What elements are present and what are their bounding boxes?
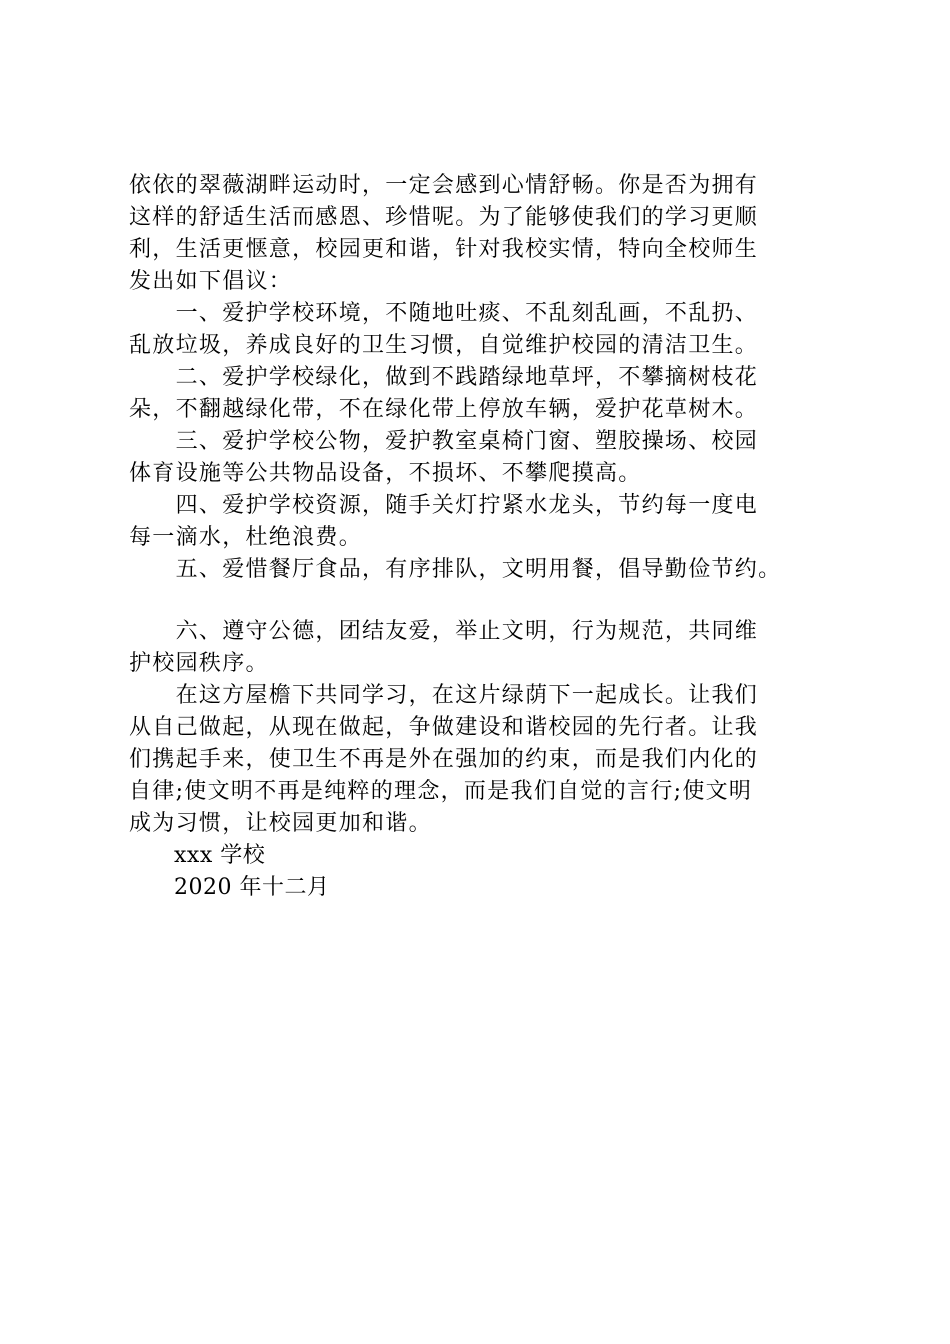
text-line: 乱放垃圾，养成良好的卫生习惯，自觉维护校园的清洁卫生。	[129, 333, 759, 358]
proposal-item-2: 二、爱护学校绿化，做到不践踏绿地草坪，不攀摘树枝花	[129, 365, 759, 390]
proposal-item-1: 一、爱护学校环境，不随地吐痰、不乱刻乱画，不乱扔、	[129, 301, 759, 326]
text-line: 利，生活更惬意，校园更和谐，针对我校实情，特向全校师生	[129, 237, 759, 262]
paragraph-gap	[129, 586, 864, 616]
text-line: 体育设施等公共物品设备，不损坏、不攀爬摸高。	[129, 461, 642, 486]
proposal-item-5: 五、爱惜餐厅食品，有序排队，文明用餐，倡导勤俭节约。	[129, 557, 782, 582]
text-line: 成为习惯，让校园更加和谐。	[129, 811, 432, 836]
text-line: 护校园秩序。	[129, 651, 269, 676]
document-body	[129, 170, 864, 904]
proposal-item-3: 三、爱护学校公物，爱护教室桌椅门窗、塑胶操场、校园	[129, 429, 759, 454]
proposal-item-4: 四、爱护学校资源，随手关灯拧紧水龙头，节约每一度电	[129, 493, 759, 518]
signature-date: 2020 年十二月	[129, 875, 330, 900]
text-line: 每一滴水，杜绝浪费。	[129, 525, 363, 550]
text-line: 们携起手来，使卫生不再是外在强加的约束，而是我们内化的	[129, 747, 759, 772]
text-line: 发出如下倡议：	[129, 269, 293, 294]
text-line: 这样的舒适生活而感恩、珍惜呢。为了能够使我们的学习更顺	[129, 205, 759, 230]
signature-school: xxx 学校	[129, 843, 266, 868]
text-line: 依依的翠薇湖畔运动时，一定会感到心情舒畅。你是否为拥有	[129, 173, 759, 198]
closing-paragraph: 在这方屋檐下共同学习，在这片绿荫下一起成长。让我们	[129, 683, 759, 708]
text-line: 从自己做起，从现在做起，争做建设和谐校园的先行者。让我	[129, 715, 759, 740]
proposal-item-6: 六、遵守公德，团结友爱，举止文明，行为规范，共同维	[129, 619, 759, 644]
text-line: 自律;使文明不再是纯粹的理念，而是我们自觉的言行;使文明	[129, 779, 753, 804]
text-line: 朵，不翻越绿化带，不在绿化带上停放车辆，爱护花草树木。	[129, 397, 759, 422]
